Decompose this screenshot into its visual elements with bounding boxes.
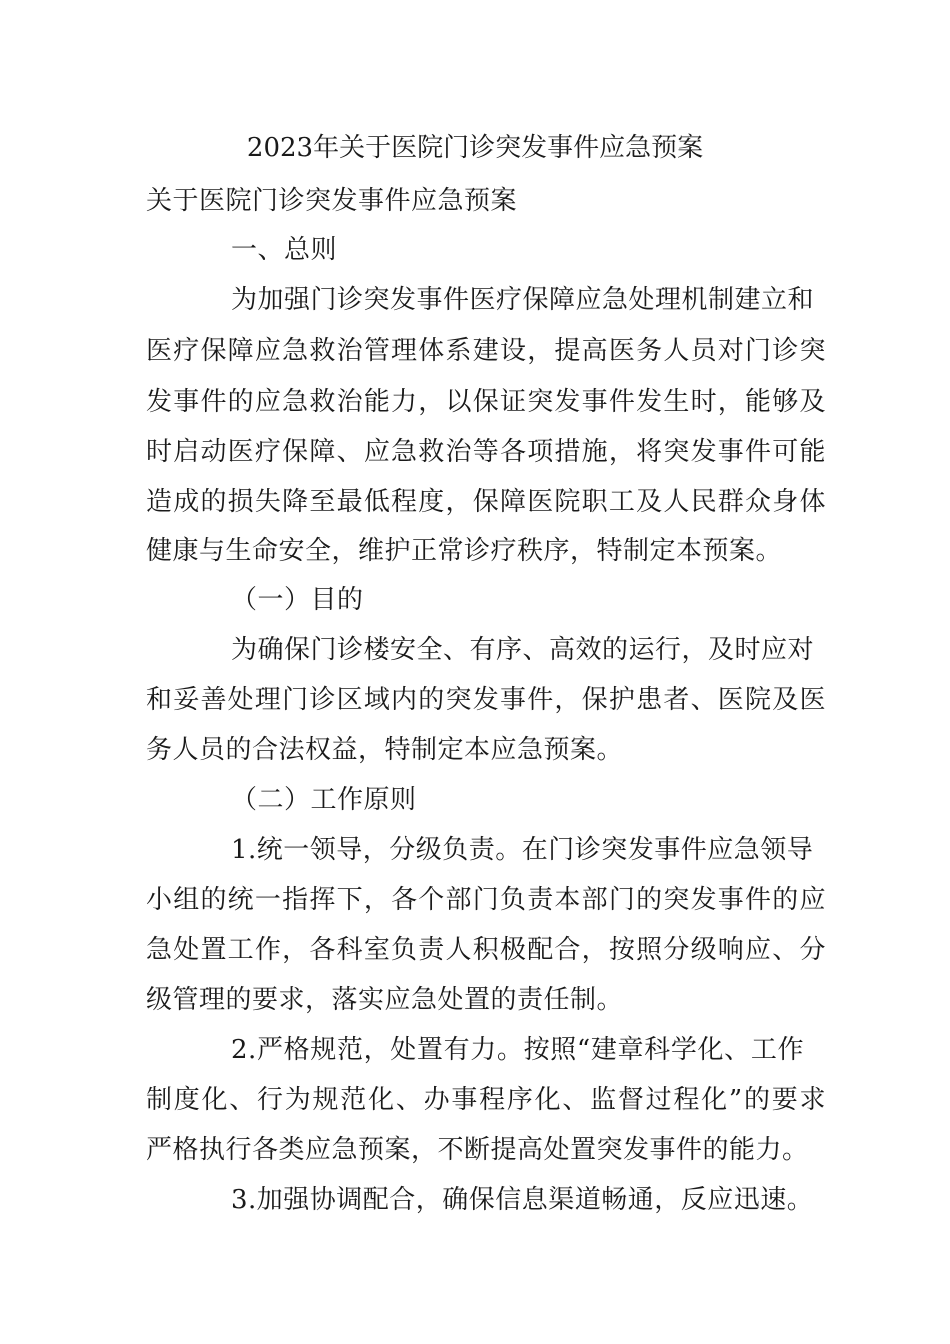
- paragraph-line: 严格执行各类应急预案，不断提高处置突发事件的能力。: [146, 1135, 809, 1165]
- paragraph-line: 2.严格规范，处置有力。按照“建章科学化、工作: [231, 1035, 804, 1065]
- paragraph-line: 为加强门诊突发事件医疗保障应急处理机制建立和: [231, 285, 815, 315]
- section-heading-purpose: （一）目的: [231, 585, 364, 615]
- paragraph-line: 级管理的要求，落实应急处置的责任制。: [146, 985, 624, 1015]
- paragraph-line: 时启动医疗保障、应急救治等各项措施，将突发事件可能: [146, 437, 826, 467]
- paragraph-line: 务人员的合法权益，特制定本应急预案。: [146, 735, 624, 765]
- paragraph-line: 制度化、行为规范化、办事程序化、监督过程化”的要求: [146, 1085, 826, 1115]
- paragraph-line: 发事件的应急救治能力，以保证突发事件发生时，能够及: [146, 387, 826, 417]
- paragraph-line: 医疗保障应急救治管理体系建设，提高医务人员对门诊突: [146, 336, 826, 366]
- document-subtitle: 关于医院门诊突发事件应急预案: [146, 186, 518, 216]
- paragraph-line: 健康与生命安全，维护正常诊疗秩序，特制定本预案。: [146, 536, 783, 566]
- paragraph-line: 3.加强协调配合，确保信息渠道畅通，反应迅速。: [231, 1185, 814, 1215]
- section-heading-principles: （二）工作原则: [231, 785, 417, 815]
- paragraph-line: 和妥善处理门诊区域内的突发事件，保护患者、医院及医: [146, 685, 826, 715]
- paragraph-line: 造成的损失降至最低程度，保障医院职工及人民群众身体: [146, 487, 826, 517]
- paragraph-line: 急处置工作，各科室负责人积极配合，按照分级响应、分: [146, 935, 826, 965]
- paragraph-line: 1.统一领导，分级负责。在门诊突发事件应急领导: [231, 835, 814, 865]
- paragraph-line: 小组的统一指挥下，各个部门负责本部门的突发事件的应: [146, 885, 826, 915]
- paragraph-line: 为确保门诊楼安全、有序、高效的运行，及时应对: [231, 635, 815, 665]
- document-title: 2023年关于医院门诊突发事件应急预案: [246, 133, 704, 163]
- section-heading-general: 一、总则: [231, 235, 338, 265]
